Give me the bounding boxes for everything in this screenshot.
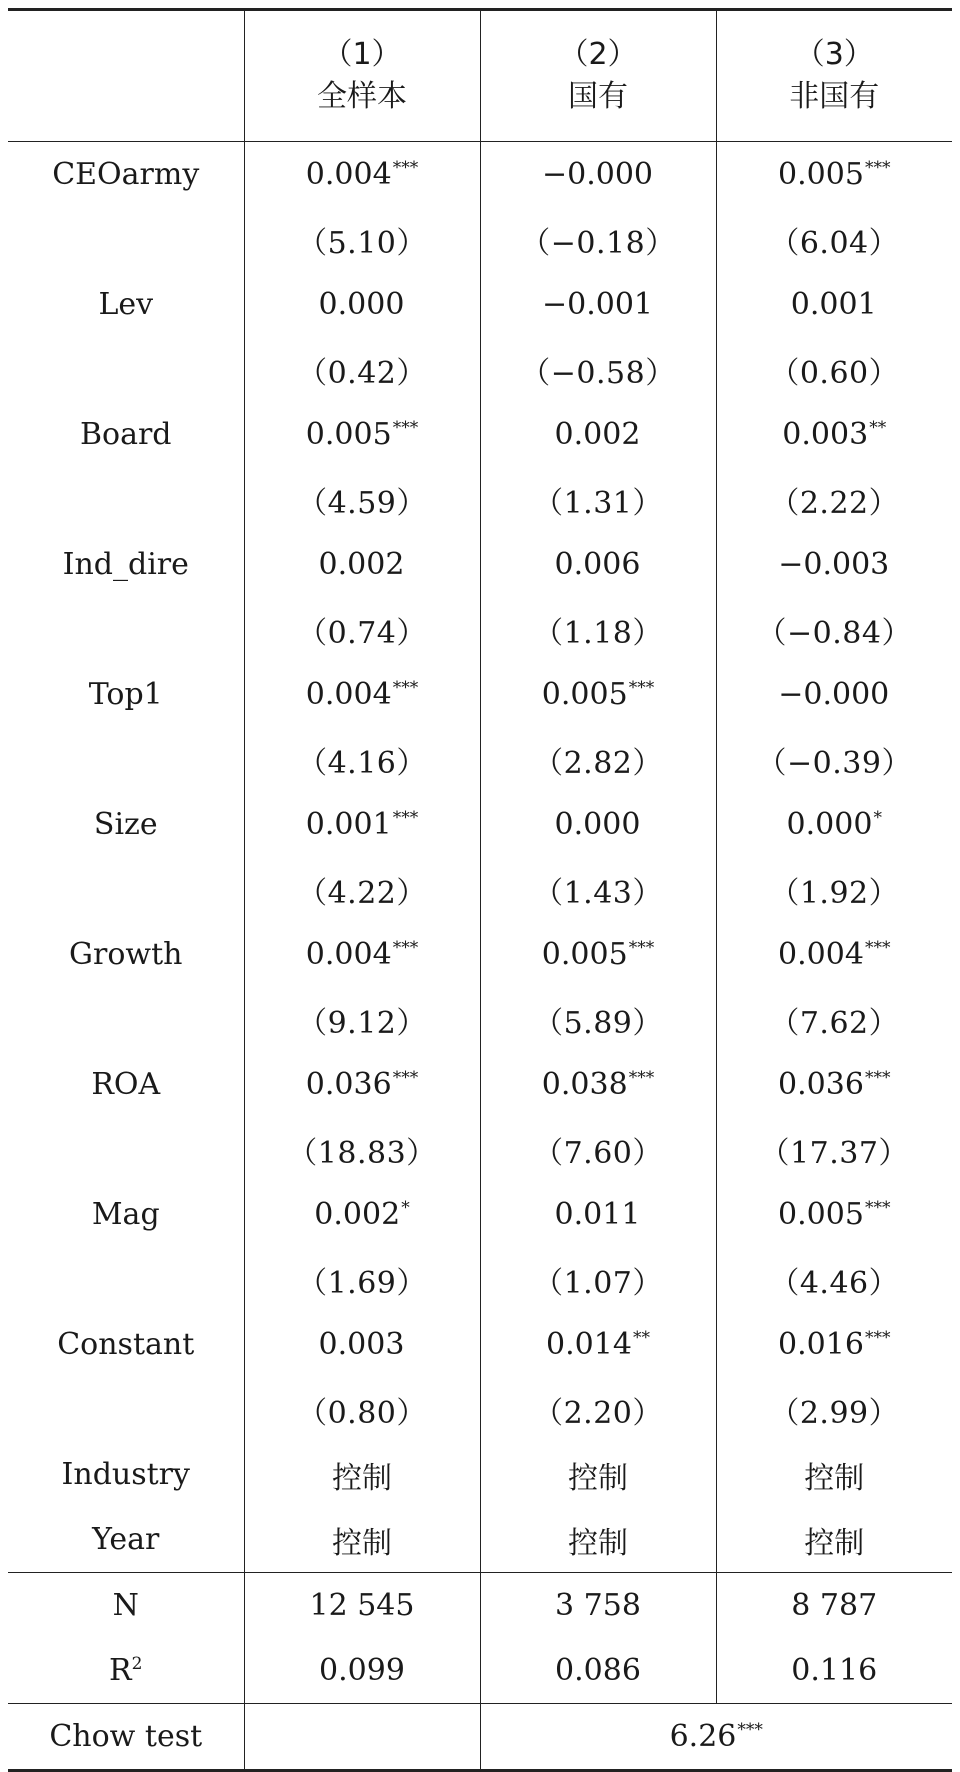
control-value: 控制 xyxy=(804,1525,865,1561)
significance-stars: * xyxy=(401,1198,410,1218)
coef-cell xyxy=(480,1312,716,1377)
empty-label-cell xyxy=(8,467,244,532)
t-stat-value: （0.74） xyxy=(297,615,427,651)
coef-cell xyxy=(480,792,716,857)
n-label: N xyxy=(8,1573,244,1639)
significance-stars: *** xyxy=(392,678,419,698)
t-stat-cell xyxy=(244,337,480,402)
t-stat-value: （5.10） xyxy=(297,225,427,261)
empty-label-cell xyxy=(8,337,244,402)
t-stat-value: （1.43） xyxy=(533,875,663,911)
t-stat-cell xyxy=(480,337,716,402)
header-blank-cell xyxy=(8,10,244,142)
coef-value: 0.005 xyxy=(778,157,864,192)
t-stat-value: （6.04） xyxy=(769,225,900,261)
t-stat-cell xyxy=(244,467,480,532)
stats-section xyxy=(8,1573,952,1704)
coef-value: −0.001 xyxy=(541,287,654,322)
t-stat-cell xyxy=(480,207,716,272)
coef-cell xyxy=(480,272,716,337)
coef-value: 0.000 xyxy=(554,807,641,842)
r2-value-1: 0.099 xyxy=(244,1638,480,1704)
header-col-3-number: （3） xyxy=(794,37,874,72)
t-stat-value: （2.20） xyxy=(533,1395,663,1431)
chow-value: 6.26 xyxy=(669,1719,737,1754)
t-stat-cell xyxy=(244,207,480,272)
n-value-1: 12 545 xyxy=(244,1573,480,1639)
significance-stars: *** xyxy=(392,938,419,958)
coef-value: 0.000 xyxy=(318,287,405,322)
coef-row xyxy=(8,922,952,987)
coef-row xyxy=(8,402,952,467)
t-stat-cell xyxy=(244,987,480,1052)
coef-cell xyxy=(716,792,952,857)
t-stat-value: （4.46） xyxy=(769,1265,900,1301)
variable-name: ROA xyxy=(8,1052,244,1117)
coef-cell xyxy=(244,662,480,727)
chow-value-cell xyxy=(480,1704,952,1771)
t-stat-cell xyxy=(480,1377,716,1442)
coef-cell xyxy=(244,792,480,857)
t-stat-value: （18.83） xyxy=(287,1135,437,1171)
t-stat-value: （1.07） xyxy=(533,1265,663,1301)
t-stat-cell xyxy=(716,857,952,922)
significance-stars: *** xyxy=(392,808,419,828)
chow-significance-stars: *** xyxy=(737,1720,763,1740)
coef-cell xyxy=(244,1182,480,1247)
coef-cell xyxy=(480,1182,716,1247)
coef-cell xyxy=(244,1312,480,1377)
coef-cell xyxy=(480,1052,716,1117)
empty-label-cell xyxy=(8,207,244,272)
control-value: 控制 xyxy=(480,1442,716,1507)
t-stat-cell xyxy=(716,207,952,272)
coef-row xyxy=(8,1312,952,1377)
control-name: Industry xyxy=(8,1442,244,1507)
t-stat-cell xyxy=(716,467,952,532)
t-stat-value: （4.16） xyxy=(297,745,427,781)
t-stat-cell xyxy=(480,597,716,662)
coef-value: 0.004 xyxy=(305,157,392,192)
t-stat-value: （2.82） xyxy=(533,745,663,781)
t-stat-value: （1.18） xyxy=(533,615,663,651)
n-value-2: 3 758 xyxy=(480,1573,716,1639)
significance-stars: ** xyxy=(869,418,887,438)
variable-name: Mag xyxy=(8,1182,244,1247)
t-stat-cell xyxy=(244,597,480,662)
t-stat-cell xyxy=(716,337,952,402)
t-stat-row xyxy=(8,1247,952,1312)
t-stat-value: （7.62） xyxy=(769,1005,900,1041)
coef-cell xyxy=(716,532,952,597)
coef-value: 0.005 xyxy=(778,1197,864,1232)
coef-row xyxy=(8,142,952,208)
t-stat-row xyxy=(8,1117,952,1182)
chow-section xyxy=(8,1704,952,1771)
coef-cell xyxy=(716,402,952,467)
t-stat-cell xyxy=(716,1377,952,1442)
t-stat-cell xyxy=(244,1247,480,1312)
header-col-3 xyxy=(716,10,952,142)
coef-value: 0.002 xyxy=(314,1197,401,1232)
coef-value: 0.005 xyxy=(305,417,392,452)
coef-cell xyxy=(716,142,952,208)
t-stat-value: （4.59） xyxy=(297,485,427,521)
variable-name: Board xyxy=(8,402,244,467)
coef-row xyxy=(8,792,952,857)
table-header xyxy=(8,10,952,142)
coef-cell xyxy=(244,272,480,337)
coef-cell xyxy=(244,402,480,467)
empty-label-cell xyxy=(8,1117,244,1182)
empty-label-cell xyxy=(8,597,244,662)
significance-stars: *** xyxy=(864,158,891,178)
header-col-2 xyxy=(480,10,716,142)
significance-stars: *** xyxy=(864,1198,891,1218)
coef-value: 0.006 xyxy=(554,547,641,582)
control-value: 控制 xyxy=(244,1507,480,1573)
coef-cell xyxy=(716,1182,952,1247)
coef-cell xyxy=(716,272,952,337)
t-stat-cell xyxy=(716,1247,952,1312)
empty-label-cell xyxy=(8,987,244,1052)
significance-stars: *** xyxy=(392,1068,419,1088)
control-value: 控制 xyxy=(480,1507,716,1573)
coef-value: 0.014 xyxy=(546,1327,632,1362)
coef-cell xyxy=(716,922,952,987)
t-stat-cell xyxy=(716,727,952,792)
t-stat-row xyxy=(8,337,952,402)
t-stat-value: （0.80） xyxy=(297,1395,427,1431)
coef-value: 0.003 xyxy=(782,417,869,452)
t-stat-value: （−0.84） xyxy=(756,615,912,651)
t-stat-row xyxy=(8,987,952,1052)
variable-name: Top1 xyxy=(8,662,244,727)
coef-cell xyxy=(244,142,480,208)
t-stat-value: （−0.39） xyxy=(756,745,912,781)
variable-name: Lev xyxy=(8,272,244,337)
header-col-2-number: （2） xyxy=(558,37,638,72)
r2-value-3: 0.116 xyxy=(791,1653,878,1688)
coef-value: 0.004 xyxy=(778,937,864,972)
r2-value-2: 0.086 xyxy=(480,1638,716,1704)
variable-name: Size xyxy=(8,792,244,857)
control-name: Year xyxy=(8,1507,244,1573)
t-stat-cell xyxy=(244,1117,480,1182)
t-stat-row xyxy=(8,1377,952,1442)
coef-value: 0.004 xyxy=(305,937,392,972)
coef-value: 0.038 xyxy=(541,1067,628,1102)
t-stat-value: （1.92） xyxy=(769,875,900,911)
coef-value: 0.001 xyxy=(790,287,877,322)
t-stat-cell xyxy=(480,727,716,792)
t-stat-value: （5.89） xyxy=(533,1005,663,1041)
coef-value: 0.036 xyxy=(305,1067,392,1102)
stats-row-n xyxy=(8,1573,952,1639)
coef-row xyxy=(8,532,952,597)
coef-value: −0.000 xyxy=(541,157,654,192)
t-stat-value: （−0.18） xyxy=(520,225,676,261)
significance-stars: *** xyxy=(628,678,655,698)
regression-table xyxy=(8,8,952,1772)
coef-cell xyxy=(716,1052,952,1117)
significance-stars: ** xyxy=(632,1328,650,1348)
t-stat-cell xyxy=(480,467,716,532)
variable-name: CEOarmy xyxy=(8,142,244,208)
coef-cell xyxy=(244,1052,480,1117)
t-stat-row xyxy=(8,727,952,792)
header-col-2-name: 国有 xyxy=(568,79,628,114)
significance-stars: *** xyxy=(864,1328,891,1348)
coef-cell xyxy=(716,662,952,727)
t-stat-cell xyxy=(244,857,480,922)
header-col-1-name: 全样本 xyxy=(317,79,407,114)
r2-label-text: R xyxy=(109,1653,132,1688)
coef-value: 0.005 xyxy=(541,937,628,972)
coef-value: 0.003 xyxy=(318,1327,405,1362)
t-stat-value: （4.22） xyxy=(297,875,427,911)
r2-label-superscript: 2 xyxy=(131,1654,143,1674)
chow-row xyxy=(8,1704,952,1771)
control-value: 控制 xyxy=(804,1460,865,1496)
coef-value: −0.003 xyxy=(778,547,890,582)
coef-cell xyxy=(244,922,480,987)
coef-cell xyxy=(480,142,716,208)
coef-value: −0.000 xyxy=(778,677,890,712)
header-col-1-number: （1） xyxy=(322,37,402,72)
t-stat-cell xyxy=(480,1117,716,1182)
significance-stars: *** xyxy=(864,938,891,958)
t-stat-cell xyxy=(244,727,480,792)
coef-value: 0.000 xyxy=(786,807,873,842)
variable-name: Ind_dire xyxy=(8,532,244,597)
t-stat-cell xyxy=(716,597,952,662)
coef-cell xyxy=(480,922,716,987)
variable-name: Growth xyxy=(8,922,244,987)
t-stat-value: （7.60） xyxy=(533,1135,663,1171)
empty-label-cell xyxy=(8,1377,244,1442)
coef-cell xyxy=(716,1312,952,1377)
coef-value: 0.005 xyxy=(541,677,628,712)
t-stat-value: （9.12） xyxy=(297,1005,427,1041)
coef-value: 0.016 xyxy=(778,1327,864,1362)
coef-row xyxy=(8,662,952,727)
empty-label-cell xyxy=(8,727,244,792)
n-value-3: 8 787 xyxy=(716,1573,952,1639)
t-stat-row xyxy=(8,207,952,272)
significance-stars: * xyxy=(873,808,882,828)
significance-stars: *** xyxy=(628,938,655,958)
control-row xyxy=(8,1442,952,1507)
t-stat-value: （1.31） xyxy=(533,485,663,521)
t-stat-value: （0.60） xyxy=(769,355,900,391)
significance-stars: *** xyxy=(392,158,419,178)
header-col-3-name: 非国有 xyxy=(789,79,880,114)
t-stat-cell xyxy=(716,1117,952,1182)
coef-cell xyxy=(480,532,716,597)
chow-blank-cell xyxy=(244,1704,480,1771)
t-stat-row xyxy=(8,597,952,662)
coef-cell xyxy=(480,662,716,727)
coef-value: 0.001 xyxy=(305,807,392,842)
t-stat-value: （0.42） xyxy=(297,355,427,391)
coef-row xyxy=(8,1052,952,1117)
control-value: 控制 xyxy=(244,1442,480,1507)
significance-stars: *** xyxy=(864,1068,891,1088)
significance-stars: *** xyxy=(392,418,419,438)
t-stat-row xyxy=(8,857,952,922)
t-stat-cell xyxy=(480,857,716,922)
coef-value: 0.004 xyxy=(305,677,392,712)
t-stat-cell xyxy=(244,1377,480,1442)
t-stat-value: （−0.58） xyxy=(520,355,676,391)
t-stat-value: （2.99） xyxy=(769,1395,900,1431)
t-stat-value: （1.69） xyxy=(297,1265,427,1301)
coef-value: 0.002 xyxy=(554,417,641,452)
coef-cell xyxy=(480,402,716,467)
coef-row xyxy=(8,272,952,337)
t-stat-cell xyxy=(716,987,952,1052)
stats-row-r2 xyxy=(8,1638,952,1704)
control-row xyxy=(8,1507,952,1573)
coef-value: 0.036 xyxy=(778,1067,864,1102)
chow-label: Chow test xyxy=(8,1704,244,1771)
empty-label-cell xyxy=(8,1247,244,1312)
t-stat-cell xyxy=(480,1247,716,1312)
coef-cell xyxy=(244,532,480,597)
empty-label-cell xyxy=(8,857,244,922)
t-stat-row xyxy=(8,467,952,532)
r2-label xyxy=(8,1638,244,1704)
t-stat-cell xyxy=(480,987,716,1052)
header-col-1 xyxy=(244,10,480,142)
t-stat-value: （2.22） xyxy=(769,485,900,521)
coef-row xyxy=(8,1182,952,1247)
coef-value: 0.011 xyxy=(554,1197,641,1232)
coef-value: 0.002 xyxy=(318,547,405,582)
table-body xyxy=(8,142,952,1573)
t-stat-value: （17.37） xyxy=(759,1135,909,1171)
significance-stars: *** xyxy=(628,1068,655,1088)
variable-name: Constant xyxy=(8,1312,244,1377)
